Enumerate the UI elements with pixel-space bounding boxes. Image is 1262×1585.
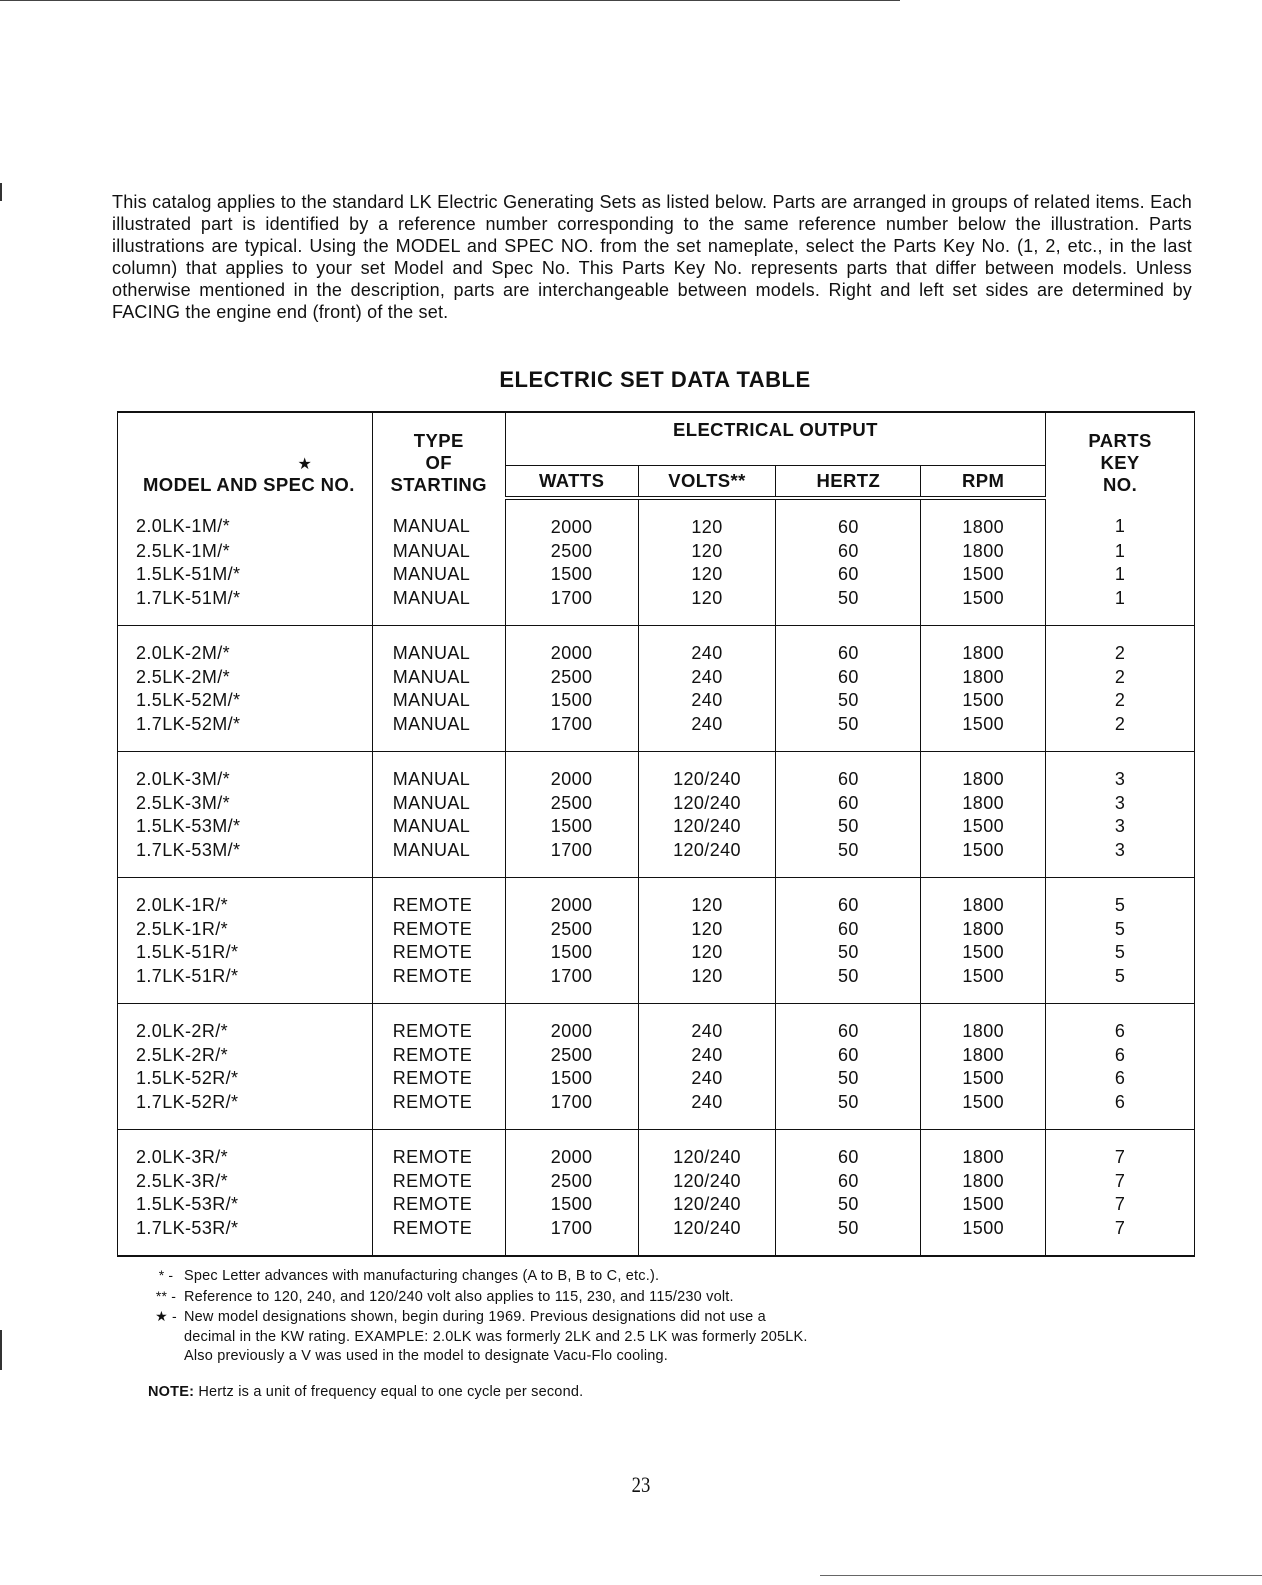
rpm-cell: 1800	[921, 792, 1046, 816]
volts-cell: 240	[638, 1067, 776, 1091]
watts-cell: 2500	[505, 918, 638, 942]
table-row	[118, 1091, 1195, 1130]
volts-cell: 240	[638, 713, 776, 752]
model-group	[118, 1130, 1195, 1257]
volts-cell: 120/240	[638, 1217, 776, 1257]
rpm-cell: 1500	[921, 563, 1046, 587]
parts-key-cell: 3	[1046, 839, 1195, 878]
table-row	[118, 1067, 1195, 1091]
starting-cell: MANUAL	[372, 792, 505, 816]
model-cell: 1.7LK-53M/*	[118, 839, 373, 878]
starting-cell: REMOTE	[372, 965, 505, 1004]
footnote-new-designations-line2: decimal in the KW rating. EXAMPLE: 2.0LK was formerly 2LK and 2.5 LK was formerly 205LK.	[184, 1328, 808, 1345]
rpm-cell: 1500	[921, 713, 1046, 752]
starting-cell: MANUAL	[372, 713, 505, 752]
model-cell: 1.7LK-53R/*	[118, 1217, 373, 1257]
hertz-cell: 60	[776, 1044, 921, 1068]
watts-cell: 2000	[505, 1004, 638, 1044]
new-designation-star: ★	[297, 456, 313, 473]
hertz-cell: 60	[776, 878, 921, 918]
watts-cell: 1700	[505, 965, 638, 1004]
volts-cell: 240	[638, 1004, 776, 1044]
electrical-output-header: ELECTRICAL OUTPUT	[505, 412, 1045, 466]
rpm-cell: 1800	[921, 1044, 1046, 1068]
volts-cell: 240	[638, 1044, 776, 1068]
parts-key-cell: 6	[1046, 1004, 1195, 1044]
model-header: ★ MODEL AND SPEC NO.	[118, 412, 373, 498]
hertz-cell: 50	[776, 965, 921, 1004]
footnotes	[148, 1266, 808, 1367]
starting-cell: REMOTE	[372, 878, 505, 918]
hertz-cell: 50	[776, 1193, 921, 1217]
rpm-cell: 1800	[921, 878, 1046, 918]
rpm-cell: 1800	[921, 918, 1046, 942]
table-row	[118, 965, 1195, 1004]
hertz-cell: 50	[776, 1091, 921, 1130]
footnote-new-designations-line3: Also previously a V was used in the model to designate Vacu-Flo cooling.	[184, 1348, 669, 1364]
footnote-new-designations: ★ - New model designations shown, begin during 1969. Previous designations did not use a	[155, 1308, 766, 1325]
starting-cell: REMOTE	[372, 1067, 505, 1091]
starting-cell: REMOTE	[372, 1130, 505, 1170]
table-row	[118, 666, 1195, 690]
electric-set-data-table	[117, 411, 1195, 1257]
table-row	[118, 752, 1195, 792]
hertz-cell: 50	[776, 713, 921, 752]
rpm-cell: 1800	[921, 498, 1046, 540]
rpm-cell: 1500	[921, 839, 1046, 878]
watts-cell: 1500	[505, 1193, 638, 1217]
parts-key-header: PARTS KEY NO.	[1046, 412, 1195, 498]
hertz-cell: 60	[776, 626, 921, 666]
model-cell: 2.5LK-1R/*	[118, 918, 373, 942]
watts-cell: 2000	[505, 752, 638, 792]
starting-cell: REMOTE	[372, 1004, 505, 1044]
model-cell: 2.5LK-2R/*	[118, 1044, 373, 1068]
starting-cell: MANUAL	[372, 587, 505, 626]
watts-cell: 1700	[505, 839, 638, 878]
rpm-cell: 1500	[921, 1067, 1046, 1091]
model-group	[118, 498, 1195, 626]
volts-cell: 120/240	[638, 1193, 776, 1217]
rpm-cell: 1800	[921, 752, 1046, 792]
hertz-cell: 50	[776, 839, 921, 878]
volts-cell: 120	[638, 540, 776, 564]
parts-key-cell: 2	[1046, 713, 1195, 752]
table-row	[118, 839, 1195, 878]
top-edge-rule	[0, 0, 900, 1]
model-cell: 2.0LK-1R/*	[118, 878, 373, 918]
hertz-cell: 60	[776, 792, 921, 816]
starting-cell: MANUAL	[372, 540, 505, 564]
table-row	[118, 815, 1195, 839]
watts-cell: 2000	[505, 626, 638, 666]
volts-header: VOLTS**	[638, 466, 776, 499]
volts-cell: 120/240	[638, 815, 776, 839]
page-number: 23	[631, 1472, 651, 1497]
starting-cell: REMOTE	[372, 1091, 505, 1130]
starting-cell: MANUAL	[372, 666, 505, 690]
watts-cell: 2500	[505, 666, 638, 690]
model-cell: 1.5LK-51M/*	[118, 563, 373, 587]
volts-cell: 120/240	[638, 1170, 776, 1194]
model-cell: 1.5LK-51R/*	[118, 941, 373, 965]
parts-key-cell: 1	[1046, 498, 1195, 540]
model-cell: 1.7LK-52R/*	[118, 1091, 373, 1130]
model-cell: 2.0LK-2M/*	[118, 626, 373, 666]
volts-cell: 240	[638, 1091, 776, 1130]
watts-cell: 1700	[505, 1217, 638, 1257]
volts-cell: 240	[638, 626, 776, 666]
table-row	[118, 540, 1195, 564]
rpm-cell: 1800	[921, 540, 1046, 564]
table-row	[118, 1130, 1195, 1170]
rpm-cell: 1500	[921, 689, 1046, 713]
volts-cell: 120	[638, 563, 776, 587]
hertz-cell: 60	[776, 752, 921, 792]
model-cell: 1.7LK-51M/*	[118, 587, 373, 626]
rpm-cell: 1500	[921, 815, 1046, 839]
hertz-cell: 50	[776, 587, 921, 626]
parts-key-cell: 5	[1046, 878, 1195, 918]
table-row	[118, 918, 1195, 942]
volts-cell: 120	[638, 918, 776, 942]
starting-cell: REMOTE	[372, 1044, 505, 1068]
model-cell: 2.0LK-2R/*	[118, 1004, 373, 1044]
table-row	[118, 689, 1195, 713]
model-cell: 2.5LK-1M/*	[118, 540, 373, 564]
parts-key-cell: 6	[1046, 1091, 1195, 1130]
volts-cell: 120/240	[638, 839, 776, 878]
rpm-cell: 1800	[921, 1130, 1046, 1170]
hertz-note	[148, 1384, 583, 1400]
volts-cell: 120/240	[638, 752, 776, 792]
volts-cell: 120	[638, 941, 776, 965]
table-row	[118, 587, 1195, 626]
parts-key-cell: 1	[1046, 540, 1195, 564]
watts-cell: 2000	[505, 878, 638, 918]
table-row	[118, 1170, 1195, 1194]
starting-cell: MANUAL	[372, 563, 505, 587]
table-row	[118, 498, 1195, 540]
rpm-cell: 1800	[921, 1170, 1046, 1194]
rpm-cell: 1500	[921, 965, 1046, 1004]
hertz-cell: 60	[776, 1130, 921, 1170]
table-row	[118, 563, 1195, 587]
model-group	[118, 626, 1195, 752]
volts-cell: 240	[638, 666, 776, 690]
model-cell: 1.7LK-52M/*	[118, 713, 373, 752]
rpm-header: RPM	[921, 466, 1046, 499]
hertz-cell: 60	[776, 498, 921, 540]
model-cell: 2.5LK-3M/*	[118, 792, 373, 816]
hertz-header: HERTZ	[776, 466, 921, 499]
hertz-cell: 50	[776, 689, 921, 713]
volts-cell: 120	[638, 498, 776, 540]
rpm-cell: 1800	[921, 666, 1046, 690]
watts-cell: 1500	[505, 815, 638, 839]
model-cell: 1.7LK-51R/*	[118, 965, 373, 1004]
bottom-edge-rule	[820, 1575, 1262, 1576]
parts-key-cell: 7	[1046, 1193, 1195, 1217]
model-group	[118, 1004, 1195, 1130]
watts-cell: 1700	[505, 587, 638, 626]
table-title: ELECTRIC SET DATA TABLE	[499, 367, 811, 392]
hertz-cell: 60	[776, 918, 921, 942]
watts-cell: 2500	[505, 792, 638, 816]
watts-cell: 1700	[505, 1091, 638, 1130]
volts-cell: 120	[638, 587, 776, 626]
volts-cell: 120	[638, 965, 776, 1004]
rpm-cell: 1500	[921, 587, 1046, 626]
watts-cell: 1500	[505, 689, 638, 713]
model-cell: 1.5LK-53M/*	[118, 815, 373, 839]
model-cell: 2.0LK-3M/*	[118, 752, 373, 792]
footnote-voltage-reference: ** - Reference to 120, 240, and 120/240 volt also applies to 115, 230, and 115/230 volt.	[155, 1287, 734, 1305]
starting-cell: REMOTE	[372, 1217, 505, 1257]
parts-key-cell: 7	[1046, 1130, 1195, 1170]
watts-cell: 2000	[505, 1130, 638, 1170]
watts-cell: 1700	[505, 713, 638, 752]
model-cell: 2.0LK-1M/*	[118, 498, 373, 540]
parts-key-cell: 6	[1046, 1067, 1195, 1091]
table-row	[118, 713, 1195, 752]
rpm-cell: 1800	[921, 1004, 1046, 1044]
table-row	[118, 626, 1195, 666]
parts-key-cell: 2	[1046, 626, 1195, 666]
rpm-cell: 1500	[921, 1091, 1046, 1130]
note-label: NOTE:	[148, 1384, 195, 1400]
hertz-cell: 60	[776, 1170, 921, 1194]
model-cell: 2.0LK-3R/*	[118, 1130, 373, 1170]
model-cell: 2.5LK-3R/*	[118, 1170, 373, 1194]
hertz-cell: 50	[776, 1217, 921, 1257]
starting-cell: REMOTE	[372, 1193, 505, 1217]
table-row	[118, 792, 1195, 816]
volts-cell: 240	[638, 689, 776, 713]
volts-cell: 120/240	[638, 792, 776, 816]
hertz-cell: 60	[776, 563, 921, 587]
starting-header: TYPE OF STARTING	[372, 412, 505, 498]
parts-key-cell: 1	[1046, 587, 1195, 626]
table-row	[118, 1217, 1195, 1257]
hertz-cell: 50	[776, 941, 921, 965]
table-row	[118, 1004, 1195, 1044]
starting-cell: MANUAL	[372, 626, 505, 666]
parts-key-cell: 3	[1046, 815, 1195, 839]
model-group	[118, 878, 1195, 1004]
rpm-cell: 1500	[921, 1193, 1046, 1217]
hertz-cell: 50	[776, 1067, 921, 1091]
table-row	[118, 941, 1195, 965]
hertz-cell: 50	[776, 815, 921, 839]
footnote-spec-letter: * - Spec Letter advances with manufacturing changes (A to B, B to C, etc.).	[158, 1267, 660, 1284]
starting-cell: MANUAL	[372, 752, 505, 792]
volts-cell: 120	[638, 878, 776, 918]
note-text: Hertz is a unit of frequency equal to one cycle per second.	[198, 1384, 584, 1400]
parts-key-cell: 7	[1046, 1170, 1195, 1194]
watts-cell: 2500	[505, 540, 638, 564]
parts-key-cell: 2	[1046, 666, 1195, 690]
watts-cell: 2500	[505, 1044, 638, 1068]
left-edge-mark	[0, 183, 2, 201]
watts-cell: 1500	[505, 563, 638, 587]
watts-cell: 1500	[505, 941, 638, 965]
starting-cell: MANUAL	[372, 689, 505, 713]
starting-cell: REMOTE	[372, 941, 505, 965]
parts-key-cell: 7	[1046, 1217, 1195, 1257]
model-cell: 1.5LK-53R/*	[118, 1193, 373, 1217]
parts-key-cell: 3	[1046, 752, 1195, 792]
model-group	[118, 752, 1195, 878]
hertz-cell: 60	[776, 1004, 921, 1044]
volts-cell: 120/240	[638, 1130, 776, 1170]
hertz-cell: 60	[776, 666, 921, 690]
table-row	[118, 878, 1195, 918]
parts-key-cell: 5	[1046, 941, 1195, 965]
hertz-cell: 60	[776, 540, 921, 564]
rpm-cell: 1500	[921, 941, 1046, 965]
model-cell: 1.5LK-52R/*	[118, 1067, 373, 1091]
parts-key-cell: 6	[1046, 1044, 1195, 1068]
model-cell: 1.5LK-52M/*	[118, 689, 373, 713]
starting-cell: MANUAL	[372, 815, 505, 839]
starting-cell: REMOTE	[372, 1170, 505, 1194]
parts-key-cell: 3	[1046, 792, 1195, 816]
rpm-cell: 1800	[921, 626, 1046, 666]
table-row	[118, 1193, 1195, 1217]
watts-header: WATTS	[505, 466, 638, 499]
rpm-cell: 1500	[921, 1217, 1046, 1257]
parts-key-cell: 5	[1046, 918, 1195, 942]
left-edge-mark	[0, 1330, 2, 1370]
intro-paragraph: This catalog applies to the standard LK Electric Generating Sets as listed below. Parts are arranged in groups of related items. Each illustrated part is identified by a reference number corresponding to the same reference number below the illustration. Parts illustrations are typical. Using the MODEL and SPEC NO. from the set nameplate, select the Parts Key No. (1, 2, etc., in the last column) that applies to your set Model and Spec No. This Parts Key No. represents parts that differ between models. Unless otherwise mentioned in the description, parts are interchangeable between models. Right and left set sides are determined by FACING the engine end (front) of the set.	[112, 192, 1192, 322]
parts-key-cell: 1	[1046, 563, 1195, 587]
starting-cell: MANUAL	[372, 839, 505, 878]
starting-cell: REMOTE	[372, 918, 505, 942]
watts-cell: 2000	[505, 498, 638, 540]
watts-cell: 1500	[505, 1067, 638, 1091]
table-row	[118, 1044, 1195, 1068]
starting-cell: MANUAL	[372, 498, 505, 540]
parts-key-cell: 2	[1046, 689, 1195, 713]
model-cell: 2.5LK-2M/*	[118, 666, 373, 690]
watts-cell: 2500	[505, 1170, 638, 1194]
parts-key-cell: 5	[1046, 965, 1195, 1004]
